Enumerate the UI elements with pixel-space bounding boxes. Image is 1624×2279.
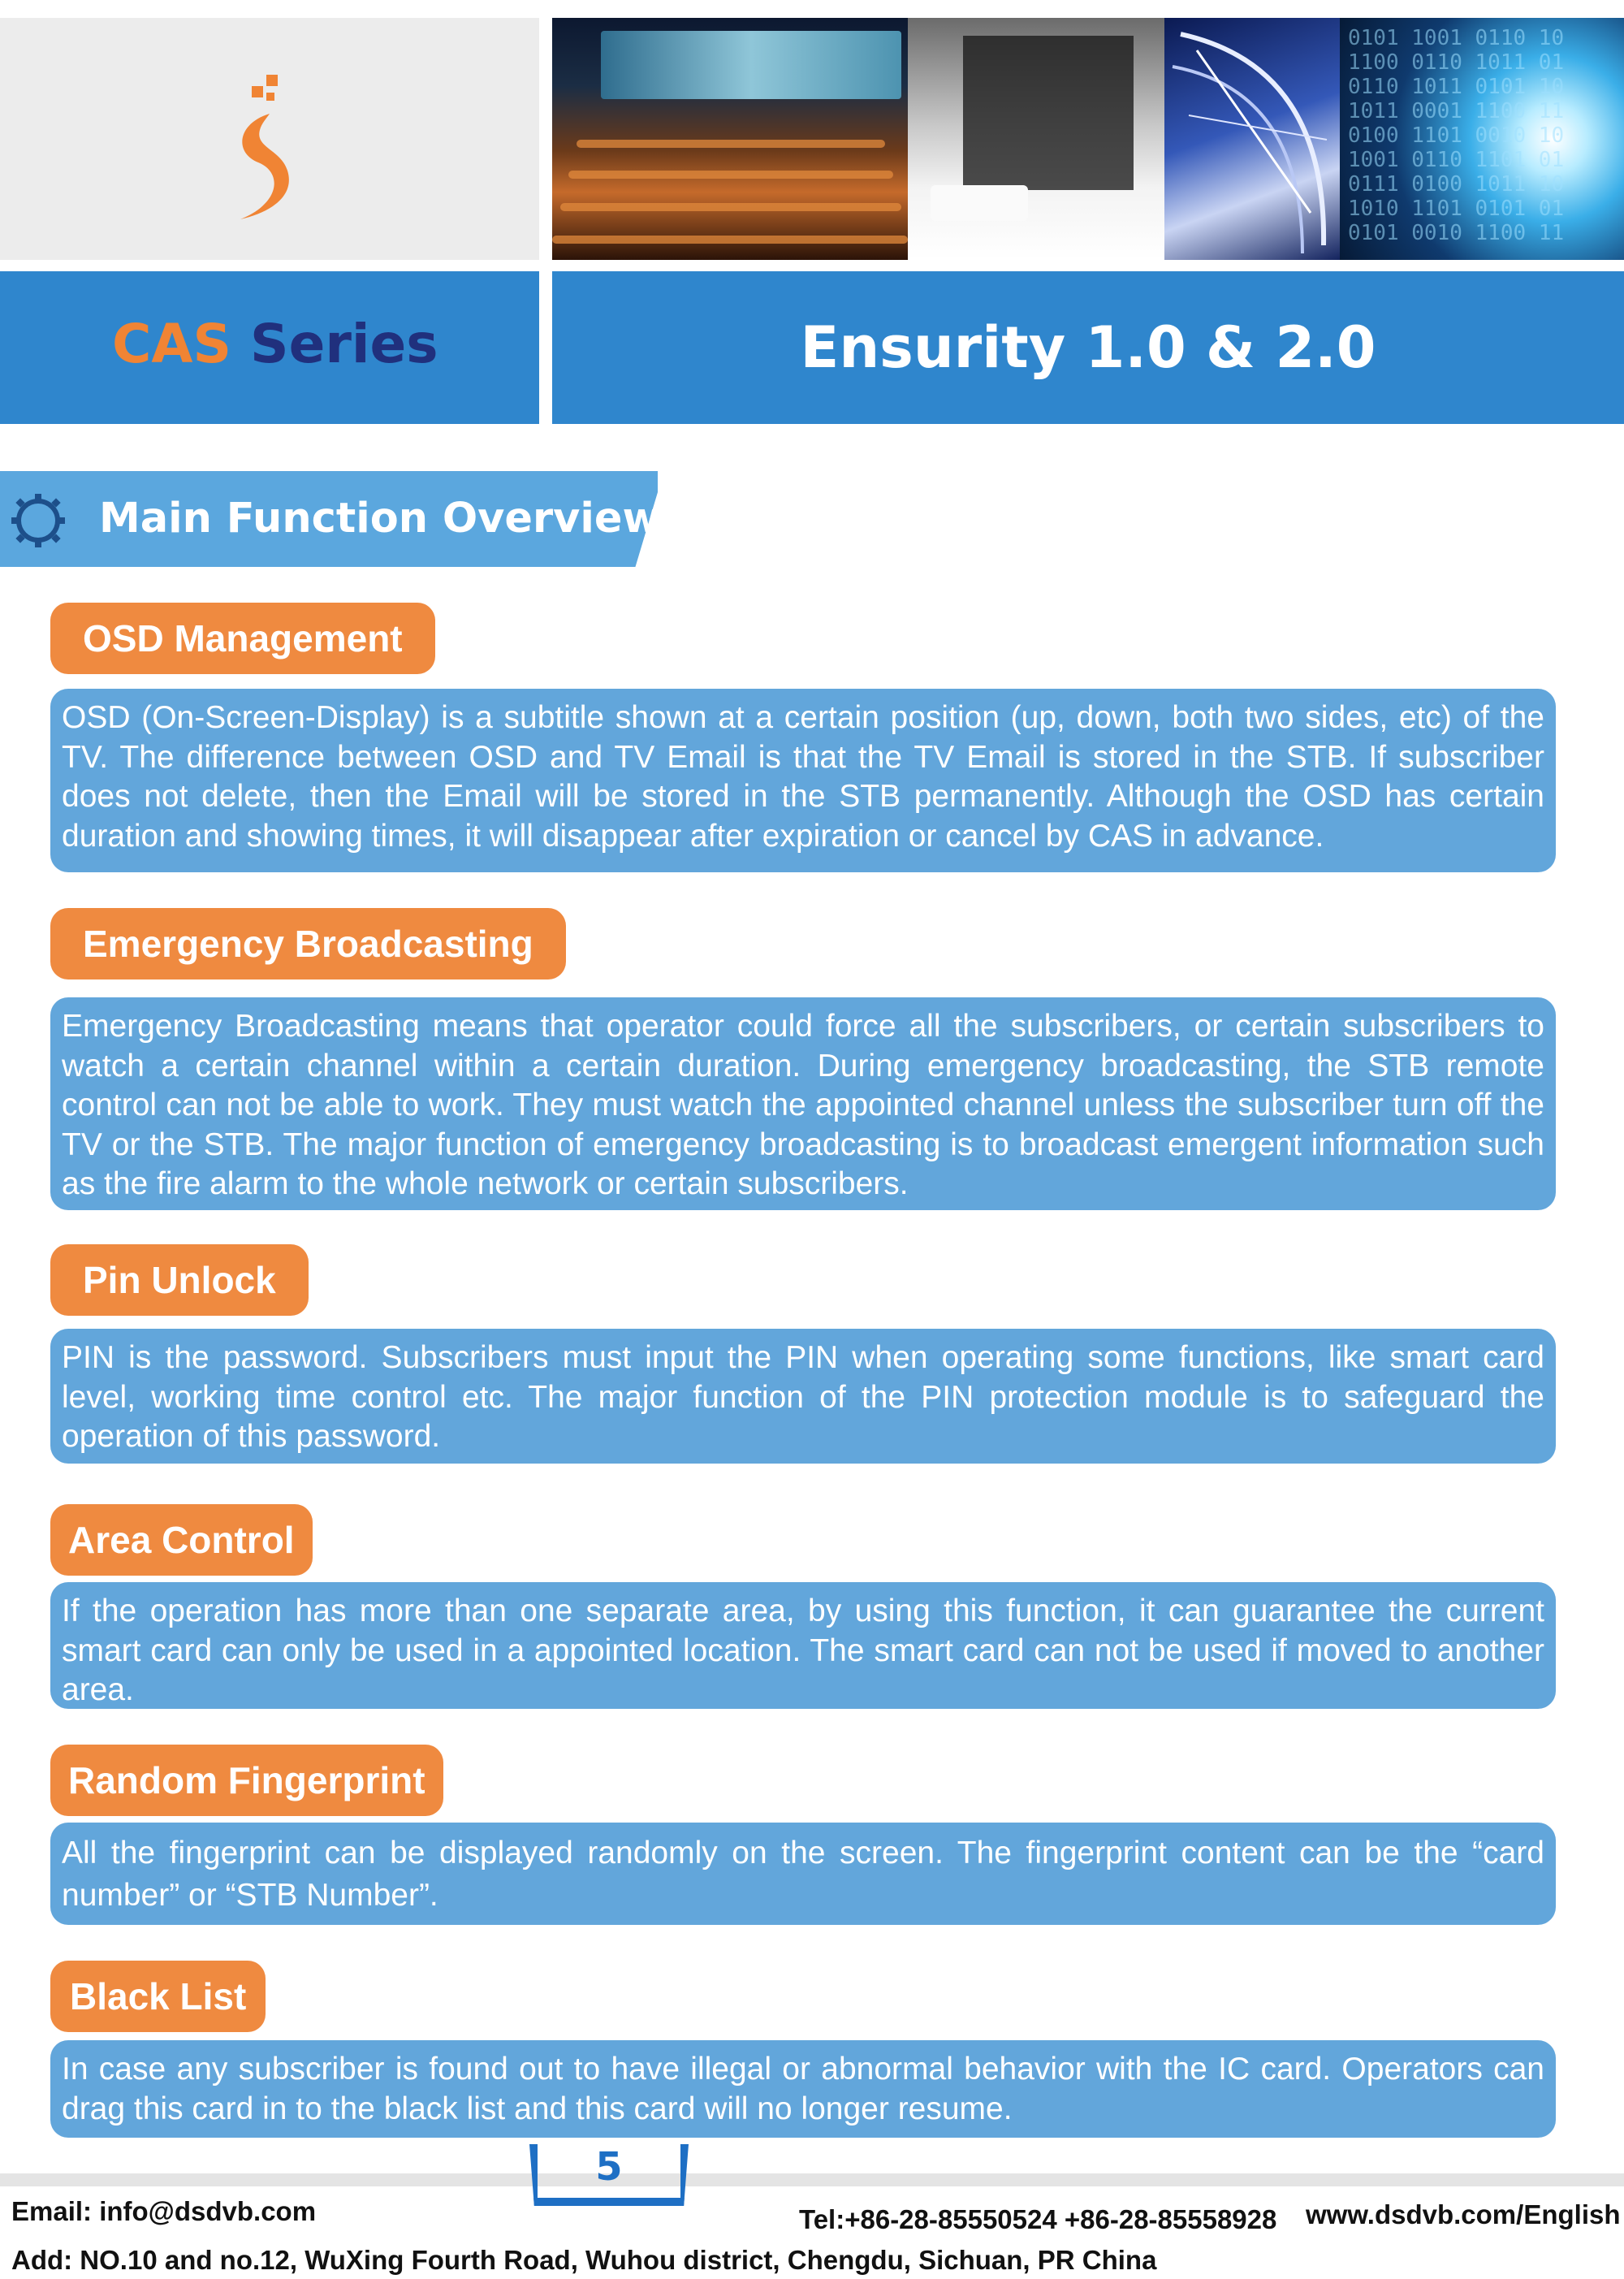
function-title-random-fingerprint: Random Fingerprint [50, 1745, 443, 1816]
function-title-osd-management: OSD Management [50, 603, 435, 674]
logo-s-mark-icon [213, 75, 310, 229]
series-title [112, 304, 438, 385]
desing-logo [36, 75, 515, 237]
footer-tel: Tel:+86-28-85550524 +86-28-85558928 [799, 2204, 1277, 2234]
function-title-area-control: Area Control [50, 1504, 313, 1576]
function-desc-emergency-broadcasting: Emergency Broadcasting means that operator could force all the subscribers, or certain subscribers to watch a certain channel within a certain duration. During emergency broadcasting, the STB remote control can not be able to work. They must watch the appointed channel unless the subscriber turn off the TV or the STB. The major function of emergency broadcasting is to broadcast emergent information such as the fire alarm to the whole network or certain subscribers. [50, 997, 1556, 1210]
function-desc-pin-unlock: PIN is the password. Subscribers must input the PIN when operating some functions, like smart card level, working time control etc. The major function of the PIN protection module is to safeguard the operation of this password. [50, 1329, 1556, 1464]
footer-address: Add: NO.10 and no.12, WuXing Fourth Road, Wuhou district, Chengdu, Sichuan, PR China [11, 2245, 1157, 2275]
function-title-pin-unlock: Pin Unlock [50, 1244, 309, 1316]
function-desc-area-control: If the operation has more than one separate area, by using this function, it can guarantee the current smart card can only be used in a appointed location. The smart card can not be used if moved to another area. [50, 1582, 1556, 1709]
footer-divider [0, 2173, 1624, 2186]
function-desc-osd-management: OSD (On-Screen-Display) is a subtitle shown at a certain position (up, down, both two sides, etc) of the TV. The difference between OSD and TV Email is that the TV Email is stored in the STB. If subscriber does not delete, then the Email will be stored in the STB permanently. Although the OSD has certain duration and showing times, it will disappear after expiration or cancel by CAS in advance. [50, 689, 1556, 872]
logo-panel [0, 18, 539, 260]
footer-website: www.dsdvb.com/English [1306, 2199, 1621, 2229]
page-number: 5 [595, 2144, 623, 2190]
function-title-emergency-broadcasting: Emergency Broadcasting [50, 908, 566, 979]
control-room-image [552, 18, 908, 260]
series-prefix: CAS [112, 313, 232, 375]
function-desc-random-fingerprint: All the fingerprint can be displayed randomly on the screen. The fingerprint content can be the “card number” or “STB Number”. [50, 1823, 1556, 1925]
series-suffix: Series [231, 313, 438, 375]
function-title-black-list: Black List [50, 1961, 266, 2032]
footer-email: Email: info@dsdvb.com [11, 2196, 317, 2226]
header-banner-images [552, 18, 1624, 260]
binary-tunnel-image: 0101 1001 0110 10 1100 0110 1011 01 0110 1011 0101 10 1011 0001 1100 11 0100 1101 0010 10 1001 0110 1101 01 0111 0100 1011 10 1010 1101 0101 01 0101 0010 1100 11 [1340, 18, 1624, 260]
product-title: Ensurity 1.0 & 2.0 [800, 314, 1376, 381]
function-desc-black-list: In case any subscriber is found out to have illegal or abnormal behavior with the IC card. Operators can drag this card in to the black list and this card will no longer resume. [50, 2040, 1556, 2138]
living-room-image [908, 18, 1164, 260]
gear-ring-icon [10, 492, 67, 549]
section-title: Main Function Overview [99, 495, 661, 543]
satellite-dish-image [1164, 18, 1340, 260]
